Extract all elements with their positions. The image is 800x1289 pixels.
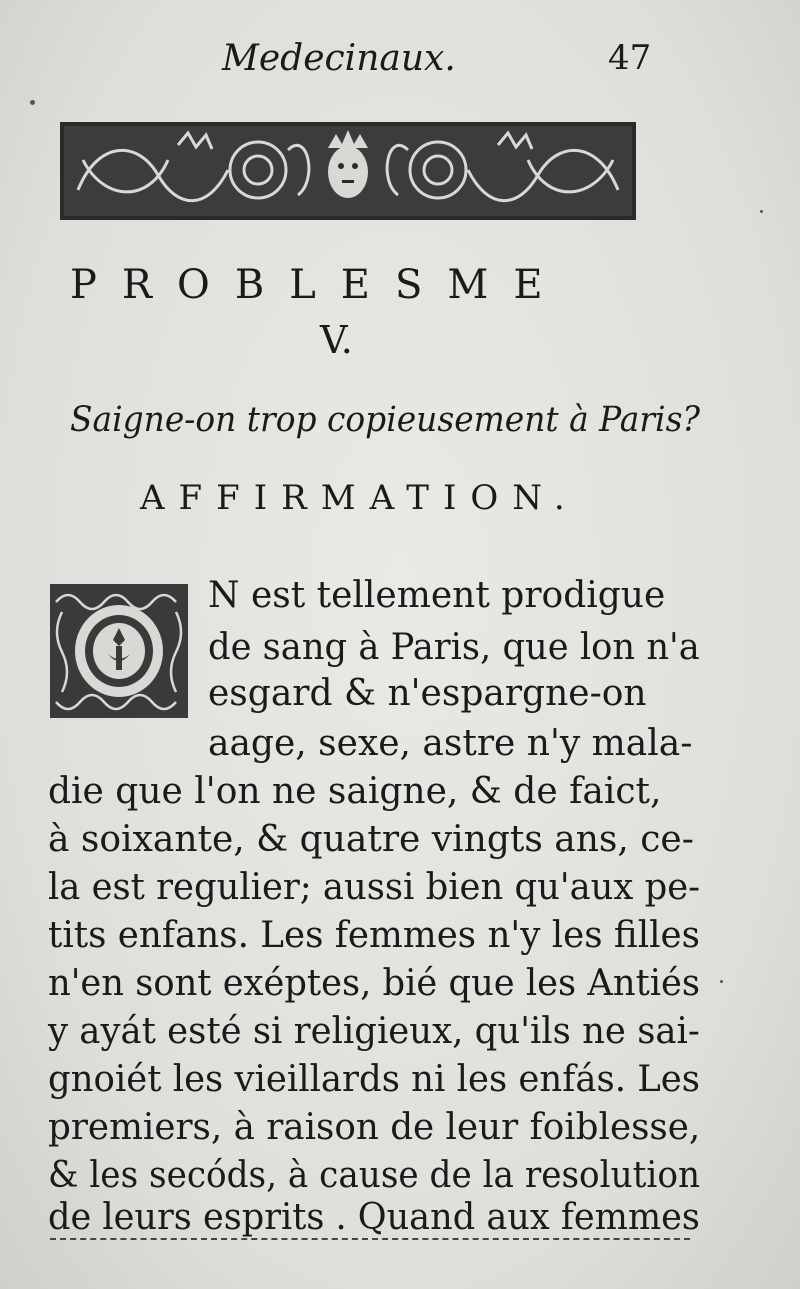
page-number: 47 — [608, 38, 652, 78]
paper-speck — [30, 100, 35, 105]
problem-number: V. — [320, 318, 353, 362]
body-line: de sang à Paris, que lon n'a — [208, 627, 700, 668]
body-line: die que l'on ne saigne, & de faict, — [48, 771, 662, 812]
body-line: à soixante, & quatre vingts ans, ce- — [48, 819, 694, 860]
body-line: tits enfans. Les femmes n'y les filles — [48, 915, 700, 956]
paper-speck — [760, 210, 763, 213]
bottom-rule — [50, 1238, 690, 1242]
body-line: premiers, à raison de leur foiblesse, — [48, 1107, 701, 1148]
body-line: aage, sexe, astre n'y mala- — [208, 723, 693, 764]
body-line: esgard & n'espargne-on — [208, 673, 647, 714]
body-line: n'en sont exéptes, bié que les Antiés — [48, 963, 701, 1004]
floral-headpiece-ornament — [58, 120, 638, 222]
body-line: N est tellement prodigue — [208, 575, 666, 616]
body-line: la est regulier; aussi bien qu'aux pe- — [48, 867, 701, 908]
ornamental-initial-icon — [48, 582, 190, 720]
body-line: & les secóds, à cause de la resolution — [48, 1155, 701, 1196]
section-label: AFFIRMATION. — [140, 478, 579, 518]
body-line: gnoiét les vieillards ni les enfás. Les — [48, 1059, 700, 1100]
body-line: y ayát esté si religieux, qu'ils ne sai- — [48, 1011, 700, 1052]
running-header: Medecinaux. — [222, 38, 456, 79]
paper-speck — [720, 980, 723, 983]
body-line: de leurs esprits . Quand aux femmes — [48, 1197, 700, 1238]
problem-heading: PROBLESME — [70, 262, 568, 308]
problem-question: Saigne-on trop copieusement à Paris? — [70, 400, 701, 440]
